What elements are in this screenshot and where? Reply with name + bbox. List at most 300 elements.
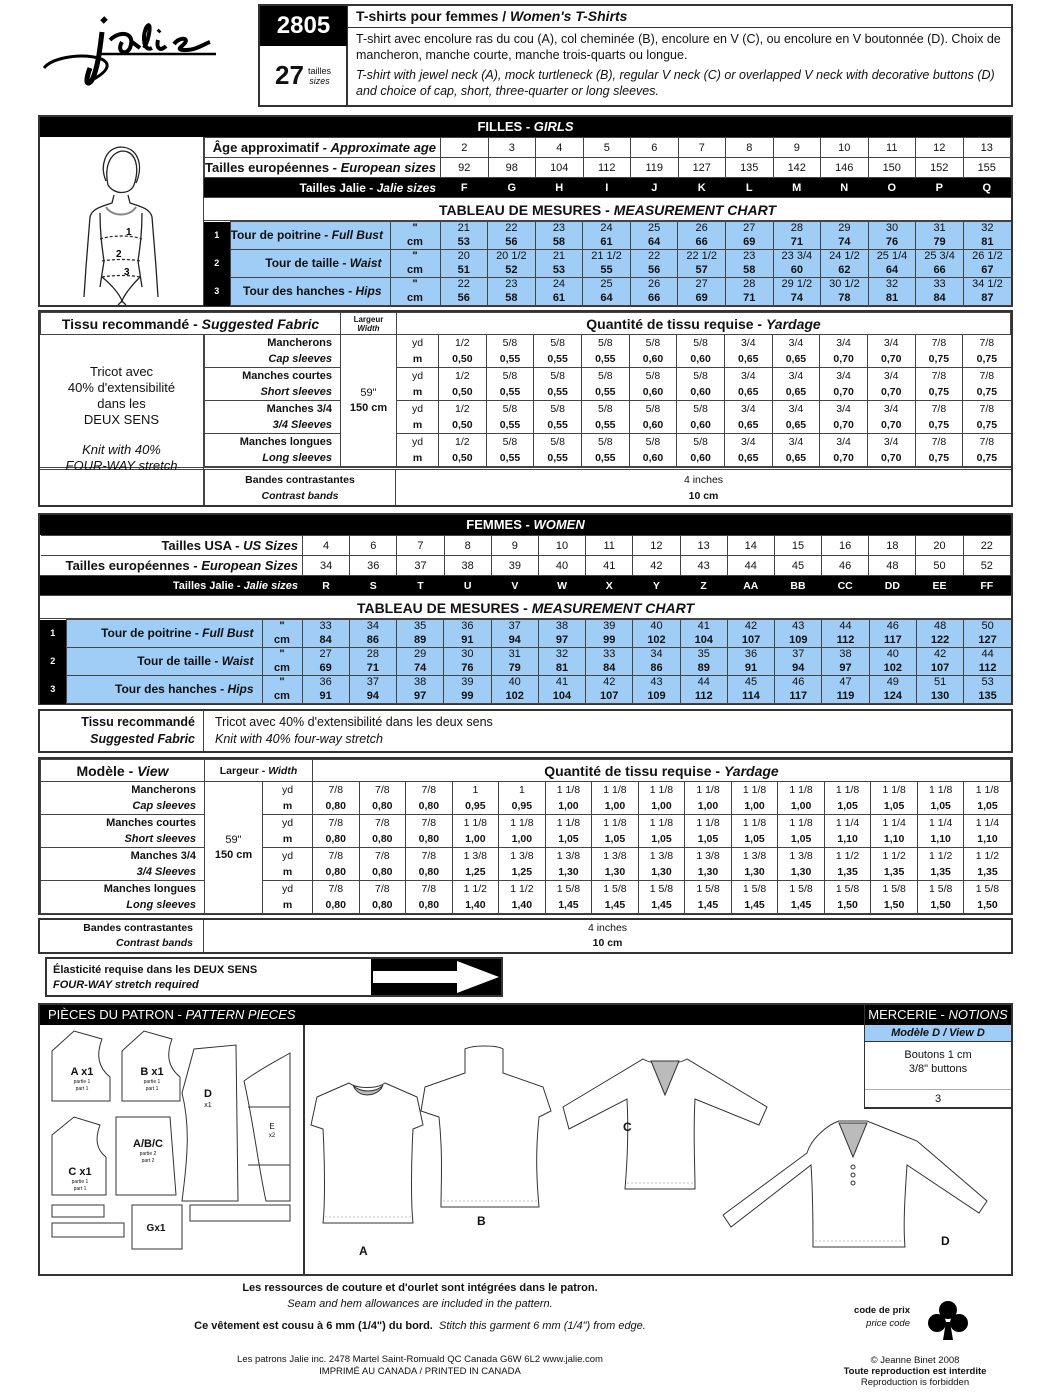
unit-yd: yd — [397, 368, 439, 385]
women-bands-row — [38, 918, 1013, 954]
yardage-label-en: Cap sleeves — [132, 800, 196, 812]
eu-size-cell: 39 — [491, 556, 538, 576]
yd-cell: 5/8 — [629, 368, 677, 385]
cm-cell: 81 — [538, 662, 585, 676]
jalie-size-cell: Y — [633, 576, 680, 596]
yd-cell: 3/4 — [772, 434, 820, 451]
m-cell: 0,60 — [677, 417, 725, 434]
notions-item-en: 3/8" buttons — [908, 1063, 968, 1075]
jalie-label-en: Jalie sizes — [376, 180, 436, 195]
yd-cell: 5/8 — [629, 401, 677, 418]
yd-cell: 3/4 — [867, 401, 915, 418]
yd-cell: 3/4 — [772, 401, 820, 418]
cm-cell: 117 — [775, 690, 822, 704]
inches-cell: 26 1/2 — [963, 250, 1011, 264]
yd-cell: 1 1/8 — [685, 815, 732, 832]
women-width-en: Width — [268, 764, 298, 777]
cm-cell: 114 — [727, 690, 774, 704]
yd-cell: 7/8 — [313, 815, 360, 832]
yd-cell: 5/8 — [486, 335, 534, 352]
fabric-desc-fr: Tricot avec 40% d'extensibilité dans les DEUX SENS — [67, 364, 176, 427]
m-cell: 0,80 — [359, 897, 406, 914]
women-yardage-en: Yardage — [723, 762, 779, 779]
measurement-label-en: Waist — [221, 654, 254, 668]
yd-cell: 3/4 — [820, 368, 868, 385]
eu-label-en: European sizes — [340, 160, 436, 175]
inches-cell: 20 — [440, 250, 488, 264]
age-cell: 9 — [773, 138, 821, 158]
measurement-label: Tour de poitrine - Full Bust — [230, 222, 390, 250]
description-en: T-shirt with jewel neck (A), mock turtleneck (B), regular V neck (C) or overlapped V neck with decorative buttons (D) and choice of cap, short, three-quarter or long sleeves. — [356, 68, 995, 98]
yardage-header-fr: Quantité de tissu requise — [586, 315, 754, 332]
stretch-text — [53, 963, 257, 993]
notions-item-fr: Boutons 1 cm — [904, 1049, 972, 1061]
age-label-en: Approximate age — [330, 140, 436, 155]
inches-cell: 35 — [680, 648, 727, 662]
cm-cell: 97 — [822, 662, 869, 676]
price-code-label — [852, 1304, 910, 1330]
cm-cell: 53 — [440, 236, 488, 250]
yd-cell: 5/8 — [677, 368, 725, 385]
inches-cell: 24 — [535, 278, 583, 292]
age-cell: 6 — [631, 138, 679, 158]
jalie-size-cell: EE — [916, 576, 963, 596]
jalie-size-cell: G — [488, 178, 536, 198]
yd-cell: 1/2 — [439, 401, 487, 418]
piece-f — [52, 1205, 104, 1217]
body-measurement-figure-icon — [40, 137, 204, 305]
m-cell: 1,45 — [592, 897, 639, 914]
eu-label: Tailles européennes - European sizes — [205, 158, 441, 178]
svg-text:B x1: B x1 — [140, 1066, 164, 1078]
measurement-row-inches — [40, 676, 1011, 690]
measurement-label-en: Hips — [227, 682, 254, 696]
m-cell: 1,00 — [499, 831, 546, 848]
m-cell: 0,65 — [772, 384, 820, 401]
women-yardage-header-row — [41, 760, 1011, 782]
fabric-header-en: Suggested Fabric — [201, 315, 320, 332]
m-cell: 1,00 — [638, 798, 685, 815]
m-cell: 0,80 — [359, 864, 406, 881]
m-cell: 1,45 — [731, 897, 778, 914]
yd-cell: 1 5/8 — [917, 881, 964, 898]
yd-cell: 1 3/8 — [452, 848, 499, 865]
unit-m: m — [397, 450, 439, 467]
inches-cell: 28 — [725, 278, 773, 292]
chart-title-fr: TABLEAU DE MESURES — [438, 202, 602, 218]
unit-inches: " — [390, 278, 440, 292]
svg-text:partie 1: partie 1 — [73, 1079, 91, 1085]
yardage-row-yd — [41, 881, 1011, 898]
suggested-fabric-header: Tissu recommandé - Suggested Fabric — [41, 313, 341, 335]
svg-text:partie 1: partie 1 — [143, 1079, 161, 1085]
inches-cell: 41 — [680, 620, 727, 634]
girls-measurement-table — [204, 221, 1011, 306]
bands-inches: 4 inches — [683, 474, 724, 486]
cm-cell: 130 — [916, 690, 963, 704]
yd-cell: 1 1/8 — [778, 815, 825, 832]
cm-cell: 109 — [775, 634, 822, 648]
yd-cell: 1 1/4 — [871, 815, 918, 832]
cm-cell: 69 — [302, 662, 349, 676]
inches-cell: 40 — [491, 676, 538, 690]
cm-cell: 71 — [725, 292, 773, 306]
eu-size-cell: 104 — [536, 158, 584, 178]
girls-chart-title: TABLEAU DE MESURES - MEASUREMENT CHART — [204, 197, 1011, 221]
view-b-shape — [421, 1046, 551, 1207]
yd-cell: 1 1/8 — [824, 782, 871, 799]
yd-cell: 1 1/2 — [964, 848, 1011, 865]
svg-text:x2: x2 — [268, 1133, 276, 1139]
unit-cm: cm — [262, 634, 302, 648]
m-cell: 1,35 — [824, 864, 871, 881]
cm-cell: 119 — [822, 690, 869, 704]
inches-cell: 45 — [727, 676, 774, 690]
fabric-width: 59" 150 cm — [341, 335, 397, 467]
women-jalie-label-fr: Tailles Jalie — [172, 579, 234, 592]
us-size-cell: 6 — [350, 536, 397, 556]
inches-cell: 37 — [349, 676, 396, 690]
m-cell: 1,40 — [452, 897, 499, 914]
yd-cell: 1 1/4 — [964, 815, 1011, 832]
cm-cell: 112 — [964, 662, 1011, 676]
yd-cell: 3/4 — [867, 335, 915, 352]
inches-cell: 22 — [440, 278, 488, 292]
m-cell: 1,05 — [964, 798, 1011, 815]
inches-cell: 22 1/2 — [678, 250, 726, 264]
yd-cell: 3/4 — [867, 434, 915, 451]
seam-note-fr: Les ressources de couture et d'ourlet sont intégrées dans le patron. — [242, 1282, 598, 1294]
unit-m: m — [263, 831, 313, 848]
cm-cell: 67 — [963, 264, 1011, 278]
inches-cell: 29 — [397, 648, 444, 662]
title-en: Women's T-Shirts — [510, 8, 628, 24]
description-fr: T-shirt avec encolure ras du cou (A), col cheminée (B), encolure en V (C), ou encolure en V boutonnée (D). Choix de mancheron, manche courte, manche trois-quarts ou longue. — [356, 32, 1001, 62]
svg-text:C x1: C x1 — [68, 1166, 92, 1178]
women-width-fr: Largeur — [219, 764, 259, 777]
women-title-fr: FEMMES — [466, 517, 522, 532]
cm-cell: 64 — [868, 264, 916, 278]
age-label-fr: Âge approximatif — [212, 140, 319, 155]
women-chart-title: TABLEAU DE MESURES - MEASUREMENT CHART — [40, 595, 1011, 619]
yd-cell: 1 3/8 — [545, 848, 592, 865]
yd-cell: 1 1/8 — [545, 782, 592, 799]
cm-cell: 89 — [680, 662, 727, 676]
cm-cell: 58 — [725, 264, 773, 278]
women-measurement-table — [40, 619, 1011, 704]
m-cell: 1,30 — [685, 864, 732, 881]
us-size-cell: 16 — [822, 536, 869, 556]
inches-cell: 44 — [964, 648, 1011, 662]
yd-cell: 5/8 — [581, 335, 629, 352]
unit-yd: yd — [263, 782, 313, 799]
size-count — [260, 46, 347, 105]
m-cell: 1,10 — [964, 831, 1011, 848]
m-cell: 0,95 — [499, 798, 546, 815]
inches-cell: 27 — [678, 278, 726, 292]
inches-cell: 32 — [963, 222, 1011, 236]
inches-cell: 25 3/4 — [916, 250, 964, 264]
inches-cell: 42 — [916, 648, 963, 662]
unit-m: m — [397, 384, 439, 401]
yd-cell: 1 1/8 — [545, 815, 592, 832]
us-size-cell: 13 — [680, 536, 727, 556]
m-cell: 0,80 — [406, 897, 453, 914]
jalie-size-cell: O — [868, 178, 916, 198]
women-bands-in: 4 inches — [587, 922, 628, 934]
m-cell: 0,60 — [677, 450, 725, 467]
women-eu-label: Tailles européennes - European Sizes — [41, 556, 303, 576]
cm-cell: 135 — [964, 690, 1011, 704]
cm-cell: 79 — [916, 236, 964, 250]
unit-m: m — [397, 351, 439, 368]
age-cell: 2 — [441, 138, 489, 158]
cm-cell: 107 — [727, 634, 774, 648]
girls-fabric-description — [40, 334, 204, 505]
svg-text:2: 2 — [116, 249, 122, 260]
age-cell: 8 — [726, 138, 774, 158]
svg-text:1: 1 — [126, 227, 132, 238]
m-cell: 0,60 — [629, 351, 677, 368]
yd-cell: 5/8 — [629, 335, 677, 352]
inches-cell: 24 1/2 — [821, 250, 869, 264]
women-fabric-label-en: Suggested Fabric — [90, 732, 195, 746]
m-cell: 1,05 — [592, 831, 639, 848]
jalie-size-cell: H — [536, 178, 584, 198]
inches-cell: 48 — [916, 620, 963, 634]
piece-i — [190, 1205, 290, 1221]
jalie-size-cell: F — [441, 178, 489, 198]
eu-label-fr: Tailles européennes — [205, 160, 330, 175]
yd-cell: 1 5/8 — [731, 881, 778, 898]
m-cell: 0,80 — [359, 831, 406, 848]
yd-cell: 5/8 — [534, 401, 582, 418]
eu-size-cell: 44 — [727, 556, 774, 576]
inches-cell: 46 — [775, 676, 822, 690]
m-cell: 0,70 — [820, 384, 868, 401]
yd-cell: 7/8 — [915, 368, 963, 385]
bands-label-fr: Bandes contrastantes — [245, 474, 355, 486]
inches-cell: 39 — [586, 620, 633, 634]
cm-cell: 84 — [586, 662, 633, 676]
eu-size-cell: 36 — [350, 556, 397, 576]
inches-cell: 36 — [444, 620, 491, 634]
notions-title-fr: MERCERIE — [868, 1007, 937, 1022]
unit-cm: cm — [390, 236, 440, 250]
unit-inches: " — [262, 648, 302, 662]
women-fabric-note — [38, 709, 1013, 753]
eu-size-cell: 43 — [680, 556, 727, 576]
cm-cell: 117 — [869, 634, 916, 648]
m-cell: 1,00 — [778, 798, 825, 815]
women-section-title: FEMMES - WOMEN — [40, 515, 1011, 535]
yd-cell: 1/2 — [439, 434, 487, 451]
view-header-en: View — [137, 762, 169, 779]
svg-text:part 1: part 1 — [75, 1086, 89, 1092]
svg-text:D: D — [941, 1234, 950, 1248]
copyright: © Jeanne Binet 2008 — [870, 1355, 960, 1366]
yd-cell: 1 5/8 — [871, 881, 918, 898]
eu-size-cell: 135 — [726, 158, 774, 178]
yd-cell: 3/4 — [724, 335, 772, 352]
eu-size-cell: 37 — [397, 556, 444, 576]
cm-cell: 94 — [491, 634, 538, 648]
m-cell: 0,75 — [963, 450, 1011, 467]
m-cell: 0,70 — [820, 351, 868, 368]
age-cell: 12 — [916, 138, 964, 158]
m-cell: 0,65 — [724, 351, 772, 368]
women-chart-title-en: MEASUREMENT CHART — [531, 600, 695, 616]
yd-cell: 1 3/8 — [499, 848, 546, 865]
yardage-header-en: Yardage — [765, 315, 821, 332]
jalie-size-cell: AA — [727, 576, 774, 596]
yd-cell: 5/8 — [581, 368, 629, 385]
yd-cell: 3/4 — [820, 434, 868, 451]
arrow-right-icon — [371, 959, 501, 995]
us-size-cell: 10 — [538, 536, 585, 556]
piece-e — [244, 1053, 290, 1201]
m-cell: 1,05 — [917, 798, 964, 815]
pattern-header — [258, 4, 1013, 107]
svg-text:A/B/C: A/B/C — [133, 1138, 163, 1150]
yd-cell: 1 3/8 — [592, 848, 639, 865]
measurement-row-inches — [204, 250, 1011, 264]
notions-view: Modèle D / View D — [865, 1025, 1011, 1042]
measurement-index: 3 — [204, 278, 230, 306]
yardage-header: Quantité de tissu requise - Yardage — [397, 313, 1011, 335]
yd-cell: 5/8 — [677, 401, 725, 418]
inches-cell: 25 — [583, 278, 631, 292]
us-size-cell: 20 — [916, 536, 963, 556]
m-cell: 0,55 — [486, 417, 534, 434]
yardage-label-en: Long sleeves — [262, 452, 332, 464]
inches-cell: 28 — [349, 648, 396, 662]
yardage-label-en: Short sleeves — [124, 833, 196, 845]
m-cell: 0,70 — [820, 417, 868, 434]
cm-cell: 58 — [488, 292, 536, 306]
cm-cell: 94 — [349, 690, 396, 704]
jalie-size-cell: S — [350, 576, 397, 596]
yd-cell: 7/8 — [406, 881, 453, 898]
m-cell: 0,80 — [406, 798, 453, 815]
inches-cell: 42 — [586, 676, 633, 690]
eu-size-cell: 119 — [631, 158, 679, 178]
yardage-label: Mancherons Cap sleeves — [205, 335, 341, 368]
us-size-cell: 4 — [303, 536, 350, 556]
bands-cm: 10 cm — [688, 490, 719, 502]
body-figure — [40, 137, 204, 305]
inches-cell: 40 — [633, 620, 680, 634]
jalie-size-cell: BB — [774, 576, 821, 596]
eu-size-cell: 41 — [586, 556, 633, 576]
m-cell: 0,70 — [867, 450, 915, 467]
yardage-label-en: 3/4 Sleeves — [272, 419, 332, 431]
measurement-label: Tour des hanches - Hips — [230, 278, 390, 306]
measurement-label: Tour de taille - Waist — [230, 250, 390, 278]
club-icon — [926, 1298, 970, 1342]
girls-age-row — [205, 138, 1011, 158]
inches-cell: 50 — [964, 620, 1011, 634]
m-cell: 0,55 — [581, 351, 629, 368]
yd-cell: 7/8 — [313, 782, 360, 799]
eu-size-cell: 40 — [538, 556, 585, 576]
stretch-text-fr: Élasticité requise dans les DEUX SENS — [53, 964, 258, 976]
yardage-label: Manches courtes Short sleeves — [205, 368, 341, 401]
jalie-size-cell: FF — [963, 576, 1010, 596]
measurement-index: 1 — [40, 620, 66, 648]
fabric-width: 59" 150 cm — [205, 782, 263, 914]
yardage-label: Manches longues Long sleeves — [41, 881, 205, 914]
measurement-row-inches — [204, 222, 1011, 236]
cm-cell: 56 — [488, 236, 536, 250]
eu-size-cell: 98 — [488, 158, 536, 178]
jalie-size-cell: L — [726, 178, 774, 198]
cm-cell: 76 — [868, 236, 916, 250]
jalie-size-cell: R — [303, 576, 350, 596]
m-cell: 1,30 — [545, 864, 592, 881]
inches-cell: 37 — [491, 620, 538, 634]
yd-cell: 7/8 — [406, 848, 453, 865]
svg-text:partie 2: partie 2 — [139, 1151, 157, 1157]
printed-in: IMPRIMÉ AU CANADA / PRINTED IN CANADA — [319, 1366, 521, 1377]
eu-size-cell: 150 — [868, 158, 916, 178]
age-cell: 4 — [536, 138, 584, 158]
yd-cell: 1 1/8 — [778, 782, 825, 799]
m-cell: 1,05 — [685, 831, 732, 848]
cm-cell: 74 — [773, 292, 821, 306]
notions-title: MERCERIE - NOTIONS — [865, 1005, 1011, 1025]
yd-cell: 1 5/8 — [592, 881, 639, 898]
inches-cell: 33 — [586, 648, 633, 662]
m-cell: 1,35 — [964, 864, 1011, 881]
m-cell: 0,55 — [534, 450, 582, 467]
women-eu-row — [41, 556, 1011, 576]
cm-cell: 122 — [916, 634, 963, 648]
cm-cell: 53 — [535, 264, 583, 278]
cm-cell: 76 — [444, 662, 491, 676]
yd-cell: 1 — [452, 782, 499, 799]
eu-size-cell: 155 — [963, 158, 1011, 178]
bands-value — [396, 470, 1011, 505]
women-width-header: Largeur - Width — [205, 760, 313, 782]
inches-cell: 26 — [678, 222, 726, 236]
measurement-label-en: Waist — [349, 256, 382, 270]
unit-yd: yd — [263, 815, 313, 832]
yd-cell: 7/8 — [915, 434, 963, 451]
m-cell: 0,50 — [439, 384, 487, 401]
m-cell: 1,50 — [917, 897, 964, 914]
inches-cell: 46 — [869, 620, 916, 634]
cm-cell: 74 — [821, 236, 869, 250]
inches-cell: 25 1/4 — [868, 250, 916, 264]
cm-cell: 71 — [773, 236, 821, 250]
svg-text:part 1: part 1 — [145, 1086, 159, 1092]
jalie-size-cell: I — [583, 178, 631, 198]
yd-cell: 3/4 — [772, 368, 820, 385]
bands-label — [204, 470, 396, 505]
yd-cell: 1 1/8 — [871, 782, 918, 799]
yd-cell: 3/4 — [820, 335, 868, 352]
yd-cell: 1 1/4 — [824, 815, 871, 832]
m-cell: 1,05 — [871, 798, 918, 815]
svg-text:3: 3 — [124, 267, 130, 278]
measurement-row-inches — [40, 648, 1011, 662]
unit-yd: yd — [263, 848, 313, 865]
cm-cell: 64 — [630, 236, 678, 250]
women-jalie-label-en: Jalie sizes — [243, 579, 298, 592]
inches-cell: 43 — [775, 620, 822, 634]
cm-cell: 79 — [491, 662, 538, 676]
